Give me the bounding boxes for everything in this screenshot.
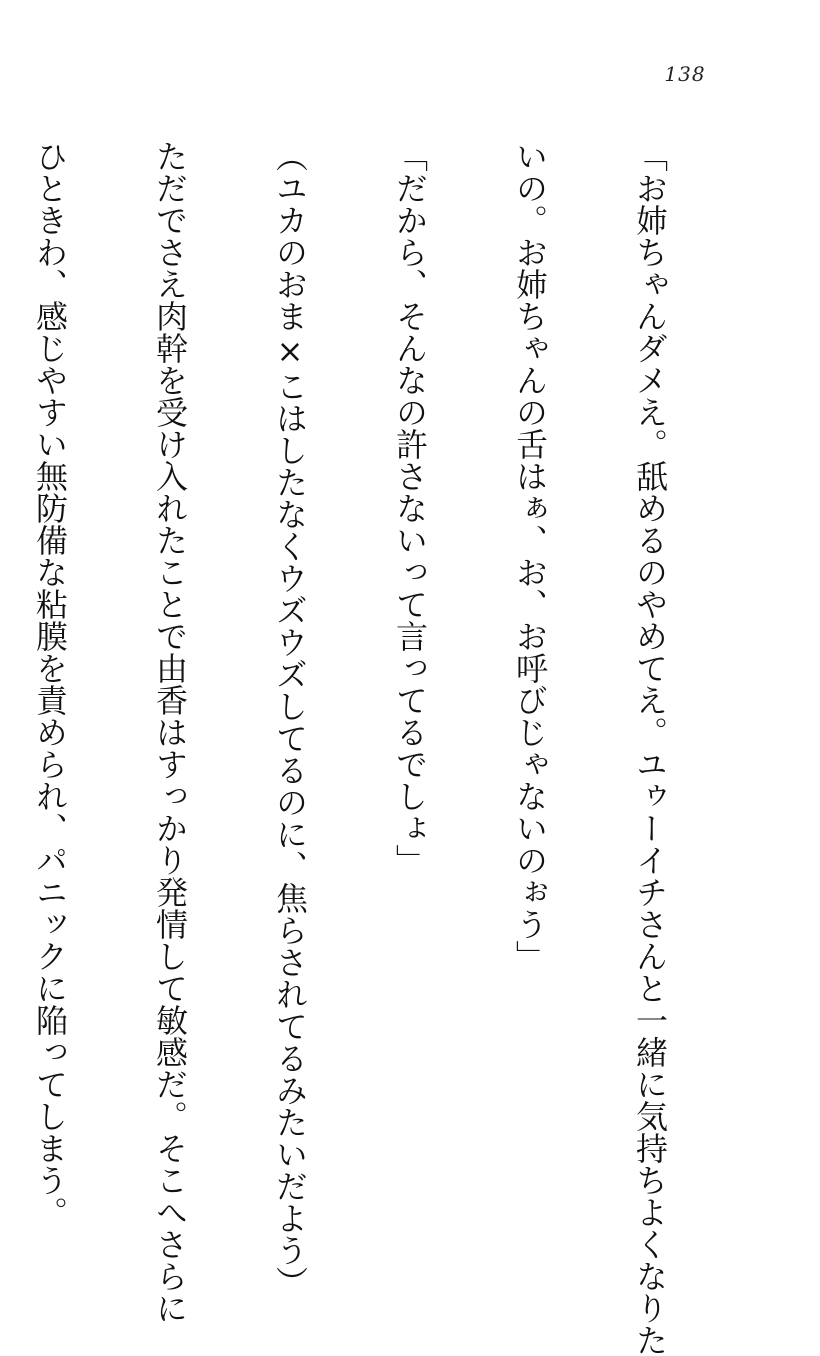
text-line: 「だから、そんなの許さないって言ってるでしょ」 [391,140,429,876]
text-line: ただでさえ肉幹を受け入れたことで由香はすっかり発情して敏感だ。そこへさらに [151,140,189,1324]
text-line: 「お姉ちゃんダメえ。舐めるのやめてえ。ユゥーイチさんと一緒に気持ちよくなりた [631,140,669,1356]
page-number: 138 [664,62,706,86]
text-line: （ユカのおま×こはしたなくウズウズしてるのに、焦らされてるみたいだよう） [271,140,309,1298]
text-line: いの。お姉ちゃんの舌はぁ、お、お呼びじゃないのぉう」 [511,140,549,972]
text-line: ひときわ、感じやすい無防備な粘膜を責められ、パニックに陥ってしまう。 [31,140,69,1228]
vertical-text-body [31,140,750,1356]
